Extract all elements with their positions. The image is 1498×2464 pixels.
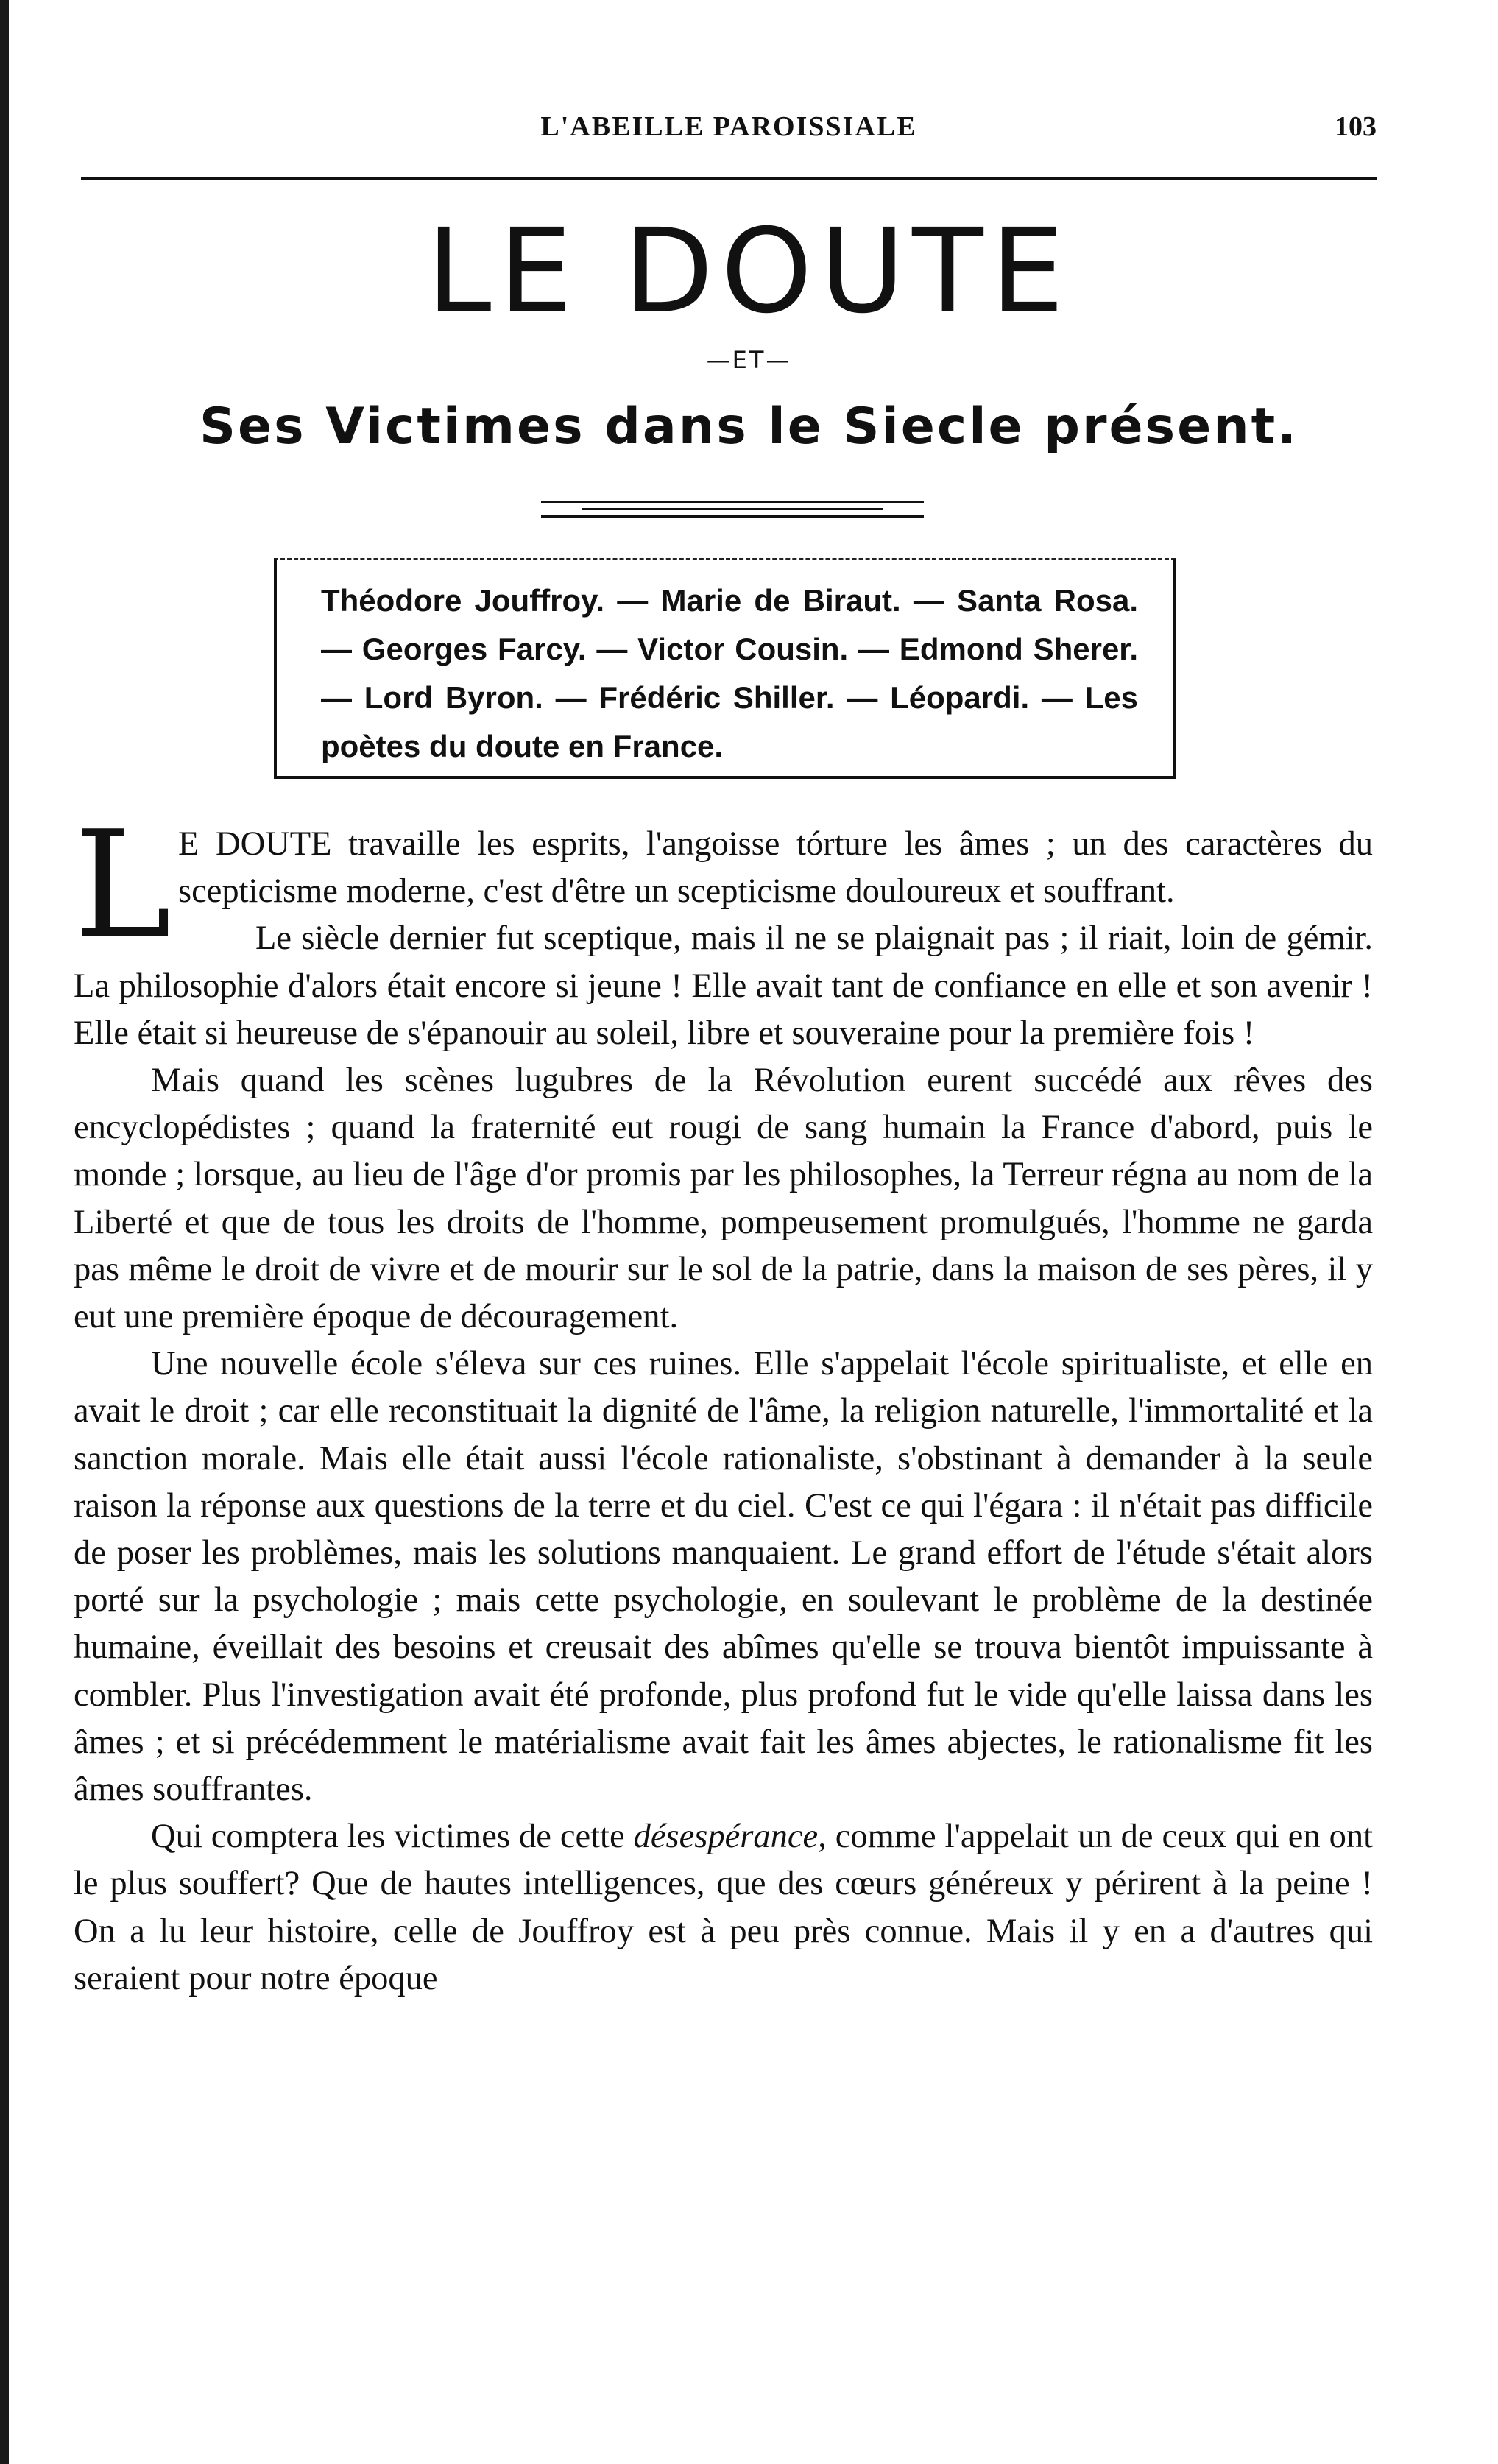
article-subtitle: Ses Victimes dans le Siecle présent. bbox=[199, 398, 1299, 456]
header-rule bbox=[81, 177, 1377, 180]
ornamental-rule-bottom bbox=[541, 515, 924, 518]
article-body bbox=[74, 799, 1374, 2002]
paragraph-5 bbox=[74, 1813, 1373, 2002]
paragraph-1 bbox=[74, 799, 1373, 971]
paragraph-2: Le siècle dernier fut sceptique, mais il ne se plaignait pas ; il riait, loin de gémir. La philosophie d'alors était encore si jeune ! Elle avait tant de confiance en elle et son avenir ! Elle était si heureuse de s'épanouir au soleil, libre et souveraine pour la première fois ! bbox=[74, 919, 1373, 1052]
ornamental-rule-top bbox=[541, 501, 924, 503]
paragraph-1-text: E DOUTE travaille les esprits, l'angoisse tórture les âmes ; un des caractères du scepticisme moderne, c'est d'être un scepticisme douloureux et souffrant. bbox=[178, 825, 1373, 911]
paragraph-4: Une nouvelle école s'éleva sur ces ruines. Elle s'appelait l'école spiritualiste, et elle en avait le droit ; car elle reconstituait la dignité de l'âme, la religion naturelle, l'immortalité et la sanction morale. Mais elle était aussi l'école rationaliste, s'obstinant à demander à la seule raison la réponse aux questions de la terre et du ciel. C'est ce qui l'égara : il n'était pas difficile de poser les problèmes, mais les solutions manquaient. Le grand effort de l'étude s'était alors porté sur la psychologie ; mais cette psychologie, en soulevant le problème de la destinée humaine, éveillait des besoins et creusait des abîmes qu'elle se trouva bientôt impuissante à combler. Plus l'investigation avait été profonde, plus profond fut le vide qu'elle laissa dans les âmes ; et si précédemment le matérialisme avait fait les âmes abjectes, le rationalisme fit les âmes souffrantes. bbox=[74, 1345, 1373, 1809]
paragraph-5-lead: Qui comptera les victimes de cette bbox=[151, 1818, 634, 1856]
page-number: 103 bbox=[1335, 111, 1377, 142]
title-conjunction: —ET— bbox=[706, 346, 792, 374]
paragraph-3: Mais quand les scènes lugubres de la Révolution eurent succédé aux rêves des encyclopédistes ; quand la fraternité eut rougi de sang humain la France d'abord, puis le monde ; lorsque, au lieu de l'âge d'or promis par les philosophes, la Terreur régna au nom de la Liberté et que de tous les droits de l'homme, pompeusement promulgués, l'homme ne garda pas même le droit de vivre et de mourir sur le sol de la patrie, dans la maison de ses pères, il y eut une première époque de découragement. bbox=[74, 1062, 1373, 1336]
summary-box bbox=[274, 558, 1176, 779]
paragraph-5-italic: désespérance, bbox=[633, 1818, 827, 1856]
paragraph-5-rest: comme l'appelait un de ceux qui en ont le plus souffert? Que de hautes intelligences, que des cœurs généreux y périrent à la peine ! On a lu leur histoire, celle de Jouffroy est à peu près connue. Mais il y en a d'autres qui seraient pour notre époque bbox=[74, 1818, 1374, 1997]
running-title: L'ABEILLE PAROISSIALE bbox=[540, 111, 917, 142]
drop-cap: L bbox=[74, 799, 172, 971]
running-head bbox=[81, 110, 1377, 155]
ornamental-rule-middle bbox=[582, 508, 883, 510]
article-title: LE DOUTE bbox=[426, 204, 1072, 339]
summary-text: Théodore Jouffroy. — Marie de Biraut. — Santa Rosa. — Georges Farcy. — Victor Cousin. — Edmond Sherer. — Lord Byron. — Frédéric Shiller. — Léopardi. — Les poètes du doute en France. bbox=[321, 583, 1138, 763]
